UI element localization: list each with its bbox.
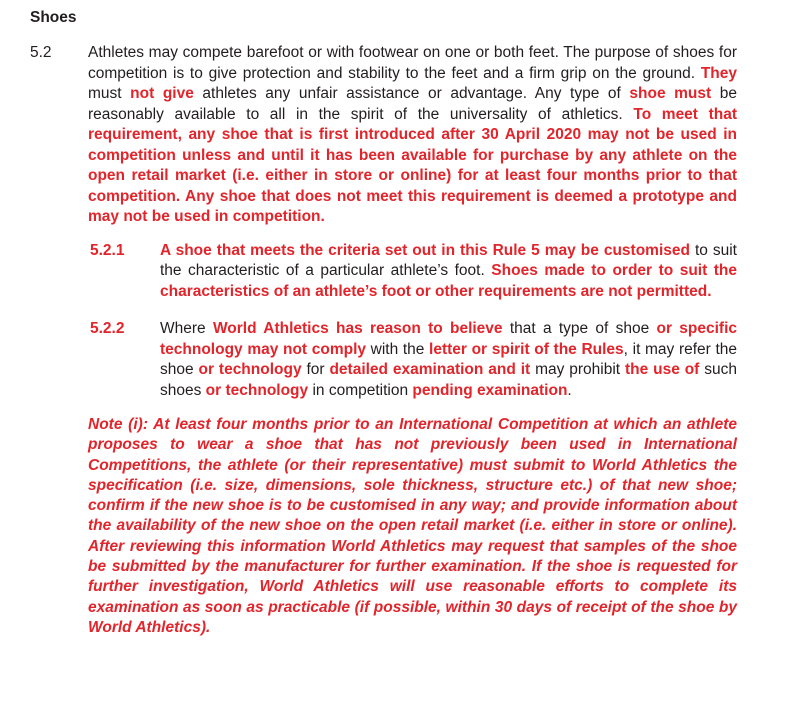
text-segment: that a type of shoe <box>502 320 657 337</box>
text-segment: , it may refer the shoe <box>160 340 738 378</box>
note-paragraph <box>88 415 737 638</box>
rule-section-5-2-1 <box>30 241 737 303</box>
text-segment: or technology <box>205 381 309 399</box>
text-segment: must <box>88 85 131 102</box>
text-segment: detailed examination and it <box>329 361 531 378</box>
text-segment: Shoes made to order to suit the characteristics of an athlete’s foot or other requirements are not permitted. <box>160 262 738 300</box>
section-text <box>160 319 737 401</box>
section-number: 5.2.2 <box>90 320 125 337</box>
text-segment: the use of <box>624 361 700 378</box>
section-number: 5.2.1 <box>90 241 125 259</box>
text-segment: may prohibit <box>530 361 625 378</box>
text-segment: or technology <box>198 361 302 378</box>
text-segment: shoe must <box>629 85 712 102</box>
section-number: 5.2 <box>30 44 52 61</box>
text-segment: Athletes may compete barefoot or with footwear on one or both feet. The purpose of shoes for competition is to give protection and stability to the feet and a firm grip on the ground. <box>88 44 737 82</box>
text-segment: They <box>700 64 737 82</box>
text-segment: . <box>567 381 572 399</box>
text-segment: not give <box>130 85 194 102</box>
text-segment: pending examination <box>412 381 568 399</box>
text-segment: athletes any unfair assistance or advantage. Any type of <box>193 85 630 102</box>
text-segment: World Athletics has reason to believe <box>212 320 503 337</box>
text-segment: letter or spirit of the Rules <box>429 340 624 358</box>
rule-section-5-2 <box>30 43 737 228</box>
document-heading: Shoes <box>30 9 77 26</box>
text-segment: to suit the characteristic of a particular athlete’s foot. <box>160 241 737 279</box>
text-segment: A shoe that meets the criteria set out in this Rule 5 may be customised <box>160 241 690 259</box>
text-segment: Where <box>160 320 213 337</box>
text-segment: or specific technology may not comply <box>160 320 737 358</box>
section-text <box>88 43 737 228</box>
text-segment: with the <box>366 340 430 358</box>
text-segment: Note (i): At least four months prior to an International Competition at which an athlete proposes to wear a shoe that has not previously been used in International Competitions, the athlete (or their representative) must submit to World Athletics the specification (i.e. size, dimensions, sole thickness, structure etc.) of that new shoe; confirm if the new shoe is to be customised in any way; and provide information about the availability of the new shoe on the open retail market (i.e. either in store or online). After reviewing this information World Athletics may request that samples of the shoe be submitted by the manufacturer for further examination. If the shoe is requested for further investigation, World Athletics will use reasonable efforts to complete its examination as soon as practicable (if possible, within 30 days of receipt of the shoe by World Athletics). <box>88 416 737 636</box>
text-segment: such shoes <box>160 361 737 399</box>
text-segment: for <box>301 361 330 378</box>
text-segment: be reasonably available to all in the spirit of the universality of athletics. <box>88 85 737 123</box>
rule-section-5-2-2 <box>30 319 737 401</box>
text-segment: in competition <box>308 381 413 399</box>
text-segment: To meet that requirement, any shoe that is first introduced after 30 April 2020 may not be used in competition unless and until it has been available for purchase by any athlete on the open retail market (i.e. either in store or online) for at least four months prior to that competition. Any shoe that does not meet this requirement is deemed a prototype and may not be used in competition. <box>88 105 738 225</box>
section-text <box>160 241 737 303</box>
